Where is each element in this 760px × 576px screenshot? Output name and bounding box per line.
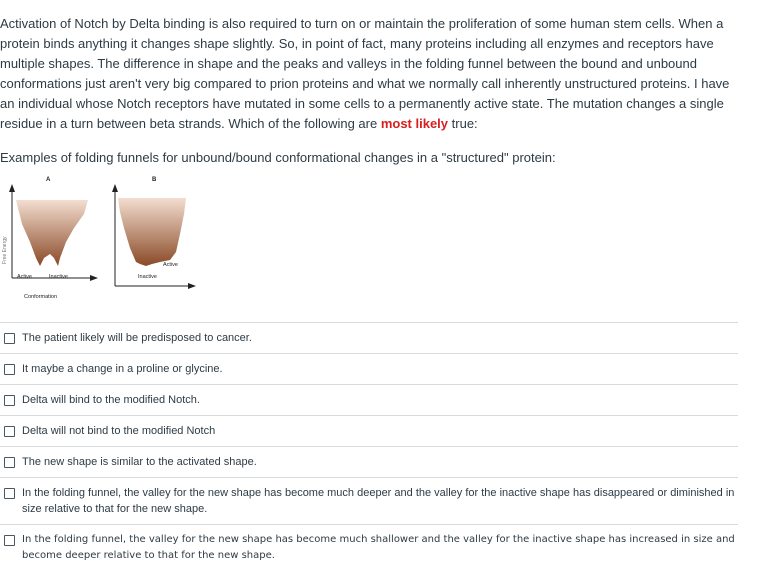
answer-option-5[interactable] — [0, 446, 738, 477]
answer-label: Delta will not bind to the modified Notch — [22, 425, 216, 437]
answer-label: In the folding funnel, the valley for the new shape has become much deeper and the valley for the inactive shape has disappeared or diminished in size relative to that for the new shape. — [22, 487, 735, 515]
panel-b-x-arrow — [188, 283, 196, 289]
answer-label: It maybe a change in a proline or glycine. — [22, 363, 223, 375]
x-axis-label: Conformation — [24, 294, 58, 300]
panel-a-active-label: Active — [17, 274, 32, 280]
examples-caption: Examples of folding funnels for unbound/bound conformational changes in a "structured" protein: — [0, 150, 556, 165]
answer-list — [0, 322, 738, 564]
panel-a-funnel — [16, 200, 88, 266]
answer-option-2[interactable] — [0, 353, 738, 384]
checkbox-icon[interactable] — [4, 364, 15, 375]
panel-a-y-axis-label: Free Energy — [2, 236, 8, 264]
answer-label: Delta will bind to the modified Notch. — [22, 394, 200, 406]
answer-label: The patient likely will be predisposed to cancer. — [22, 332, 252, 344]
answer-label: In the folding funnel, the valley for the new shape has become much shallower and the valley for the inactive shape has increased in size and become deeper relative to that for the new shape. — [22, 534, 735, 561]
panel-b-active-label: Active — [163, 262, 178, 268]
answer-option-1[interactable] — [0, 322, 738, 353]
answer-option-3[interactable] — [0, 384, 738, 415]
question-text — [0, 14, 746, 134]
panel-b-label: B — [152, 177, 157, 183]
panel-a-x-arrow — [90, 275, 98, 281]
panel-b-funnel — [118, 198, 186, 266]
question-body: Activation of Notch by Delta binding is also required to turn on or maintain the proliferation of some human stem cells. When a protein binds anything it changes shape slightly. So, in point of fact, many proteins including all enzymes and receptors have multiple shapes. The difference in shape and the peaks and valleys in the folding funnel between the bound and unbound conformations just aren't very big compared to prion proteins and what we normally call inherently unstructured proteins. I have an individual whose Notch receptors have mutated in some cells to a permanently active state. The mutation changes a single residue in a turn between beta strands. Which of the following are — [0, 16, 730, 131]
panel-a-inactive-label: Inactive — [49, 274, 68, 280]
panel-b-inactive-label: Inactive — [138, 274, 157, 280]
checkbox-icon[interactable] — [4, 395, 15, 406]
panel-a-label: A — [46, 177, 51, 183]
checkbox-icon[interactable] — [4, 457, 15, 468]
checkbox-icon[interactable] — [4, 426, 15, 437]
answer-option-4[interactable] — [0, 415, 738, 446]
folding-funnel-figure — [0, 168, 210, 308]
question-tail: true: — [448, 116, 478, 131]
checkbox-icon[interactable] — [4, 488, 15, 499]
checkbox-icon[interactable] — [4, 333, 15, 344]
question-emphasis: most likely — [380, 116, 449, 131]
checkbox-icon[interactable] — [4, 535, 15, 546]
answer-option-7[interactable] — [0, 524, 738, 564]
panel-b-y-arrow — [112, 184, 118, 192]
panel-a-y-arrow — [9, 184, 15, 192]
answer-option-6[interactable] — [0, 477, 738, 524]
answer-label: The new shape is similar to the activated shape. — [22, 456, 257, 468]
